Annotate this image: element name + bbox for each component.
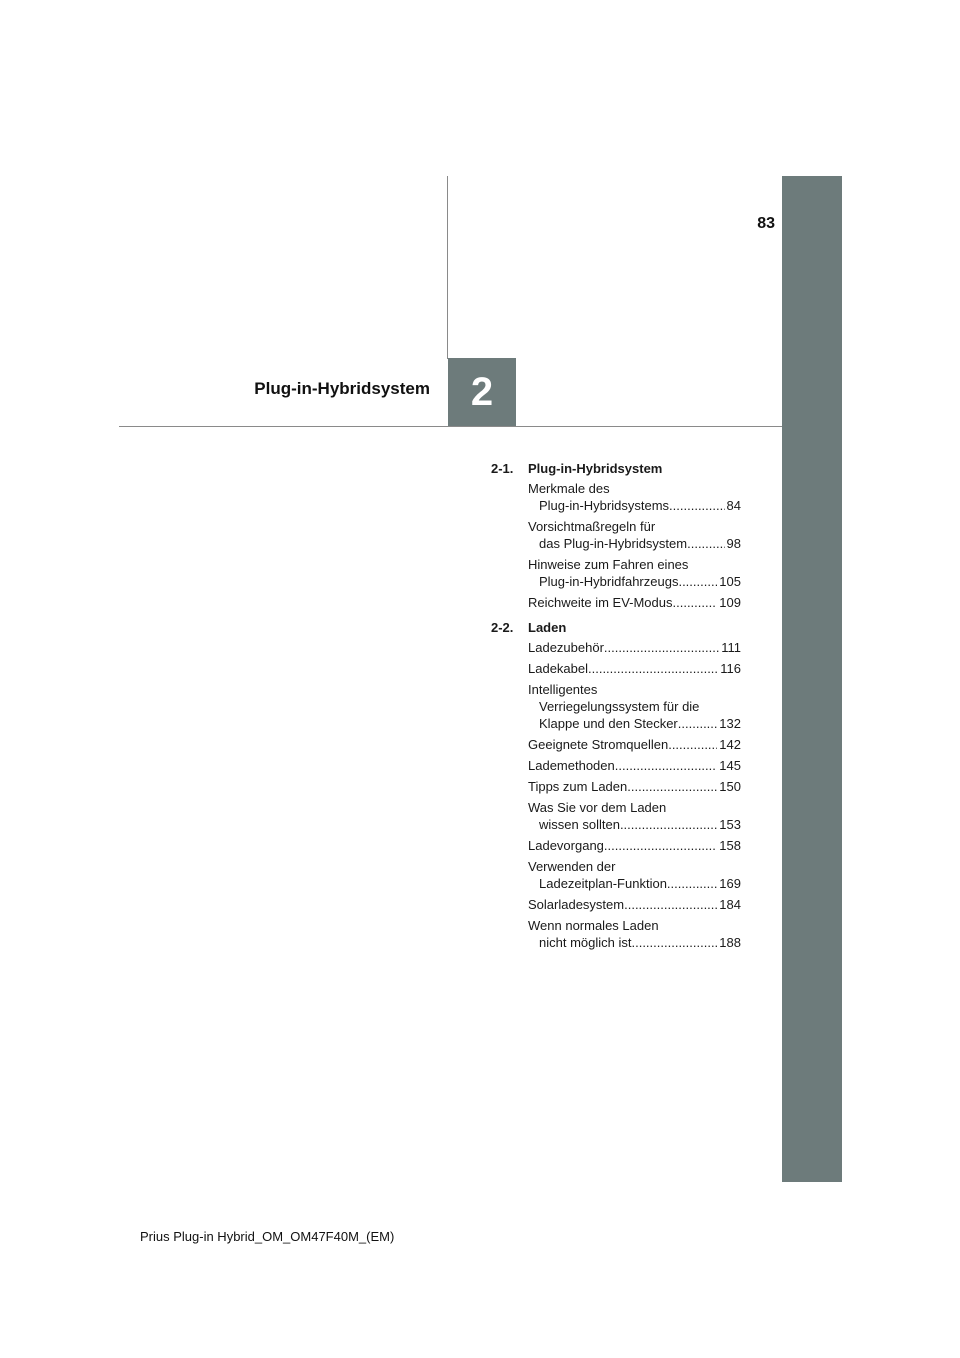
toc-entry-text: Ladezeitplan-Funktion	[539, 876, 667, 891]
toc-entry[interactable]	[491, 556, 741, 590]
toc-entry-page: 116	[720, 661, 741, 676]
toc-entry[interactable]	[491, 917, 741, 951]
toc-section-heading[interactable]	[491, 619, 741, 636]
toc-entry[interactable]	[491, 837, 741, 854]
toc-section-title: Plug-in-Hybridsystem	[528, 461, 663, 476]
toc-section-number: 2-2.	[491, 620, 514, 635]
toc-entry-text: Intelligentes	[528, 682, 598, 697]
toc-entry[interactable]	[491, 757, 741, 774]
toc-entry-text: Plug-in-Hybridsystems	[539, 498, 670, 513]
dot-leader	[669, 497, 724, 514]
toc-entry-text: Vorsichtmaßregeln für	[528, 519, 656, 534]
toc-entry-page: 188	[719, 935, 741, 950]
toc-section	[491, 460, 741, 611]
dot-leader	[588, 660, 718, 677]
toc-entry-text: Ladezubehör	[528, 640, 604, 655]
toc-entry-page: 142	[719, 737, 741, 752]
toc-entry-page: 169	[719, 876, 741, 891]
toc-entry-page: 111	[721, 640, 741, 655]
toc-entry-text: Was Sie vor dem Laden	[528, 800, 667, 815]
toc-entry[interactable]	[491, 480, 741, 514]
toc-entry-text: Lademethoden	[528, 758, 615, 773]
dot-leader	[678, 715, 718, 732]
toc-entry[interactable]	[491, 660, 741, 677]
chapter-sidebar-tab	[782, 176, 842, 1182]
toc-entry-page: 150	[719, 779, 741, 794]
toc-section-heading[interactable]	[491, 460, 741, 477]
toc-entry-text: Solarladesystem	[528, 897, 625, 912]
dot-leader	[604, 837, 717, 854]
toc-entry[interactable]	[491, 799, 741, 833]
dot-leader	[620, 816, 717, 833]
toc-entry-page: 132	[719, 716, 741, 731]
toc-entry-page: 153	[719, 817, 741, 832]
toc-entry[interactable]	[491, 518, 741, 552]
toc-entry-text: Verwenden der	[528, 859, 616, 874]
dot-leader	[631, 934, 717, 951]
horizontal-divider	[119, 426, 782, 427]
toc-entry-page: 98	[726, 536, 741, 551]
toc-entry[interactable]	[491, 858, 741, 892]
toc-section	[491, 619, 741, 951]
dot-leader	[668, 736, 717, 753]
toc-section-title: Laden	[528, 620, 567, 635]
toc-entry-text: Merkmale des	[528, 481, 610, 496]
toc-entry-text: das Plug-in-Hybridsystem	[539, 536, 688, 551]
table-of-contents	[491, 460, 741, 959]
toc-section-number: 2-1.	[491, 461, 514, 476]
toc-entry-text: Wenn normales Laden	[528, 918, 659, 933]
dot-leader	[624, 896, 717, 913]
toc-entry-page: 158	[719, 838, 741, 853]
dot-leader	[678, 573, 717, 590]
toc-entry[interactable]	[491, 896, 741, 913]
dot-leader	[604, 639, 719, 656]
dot-leader	[687, 535, 724, 552]
toc-entry-page: 145	[719, 758, 741, 773]
toc-entry-text: Plug-in-Hybridfahrzeugs	[539, 574, 679, 589]
toc-entry-text: Ladevorgang	[528, 838, 604, 853]
dot-leader	[627, 778, 717, 795]
chapter-number-box: 2	[448, 358, 516, 426]
toc-entry[interactable]	[491, 736, 741, 753]
toc-entry-text: Ladekabel	[528, 661, 588, 676]
chapter-title: Plug-in-Hybridsystem	[254, 379, 430, 398]
toc-entry-text: Hinweise zum Fahren eines	[528, 557, 689, 572]
toc-entry[interactable]	[491, 681, 741, 732]
dot-leader	[615, 757, 718, 774]
toc-entry-text: Geeignete Stromquellen	[528, 737, 669, 752]
toc-entry[interactable]	[491, 639, 741, 656]
toc-entry-text: nicht möglich ist	[539, 935, 632, 950]
toc-entry-text: Tipps zum Laden	[528, 779, 628, 794]
dot-leader	[673, 594, 718, 611]
toc-entry-page: 184	[719, 897, 741, 912]
toc-entry[interactable]	[491, 778, 741, 795]
page-number: 83	[757, 215, 775, 232]
toc-entry-text: wissen sollten	[539, 817, 620, 832]
toc-entry-page: 84	[726, 498, 741, 513]
toc-entry-text: Klappe und den Stecker	[539, 716, 678, 731]
dot-leader	[667, 875, 717, 892]
footer-document-id: Prius Plug-in Hybrid_OM_OM47F40M_(EM)	[140, 1229, 395, 1244]
toc-entry-text: Reichweite im EV-Modus	[528, 595, 673, 610]
toc-entry[interactable]	[491, 594, 741, 611]
toc-entry-page: 105	[719, 574, 741, 589]
vertical-divider	[447, 176, 448, 359]
toc-entry-page: 109	[719, 595, 741, 610]
toc-entry-text: Verriegelungssystem für die	[539, 699, 700, 714]
